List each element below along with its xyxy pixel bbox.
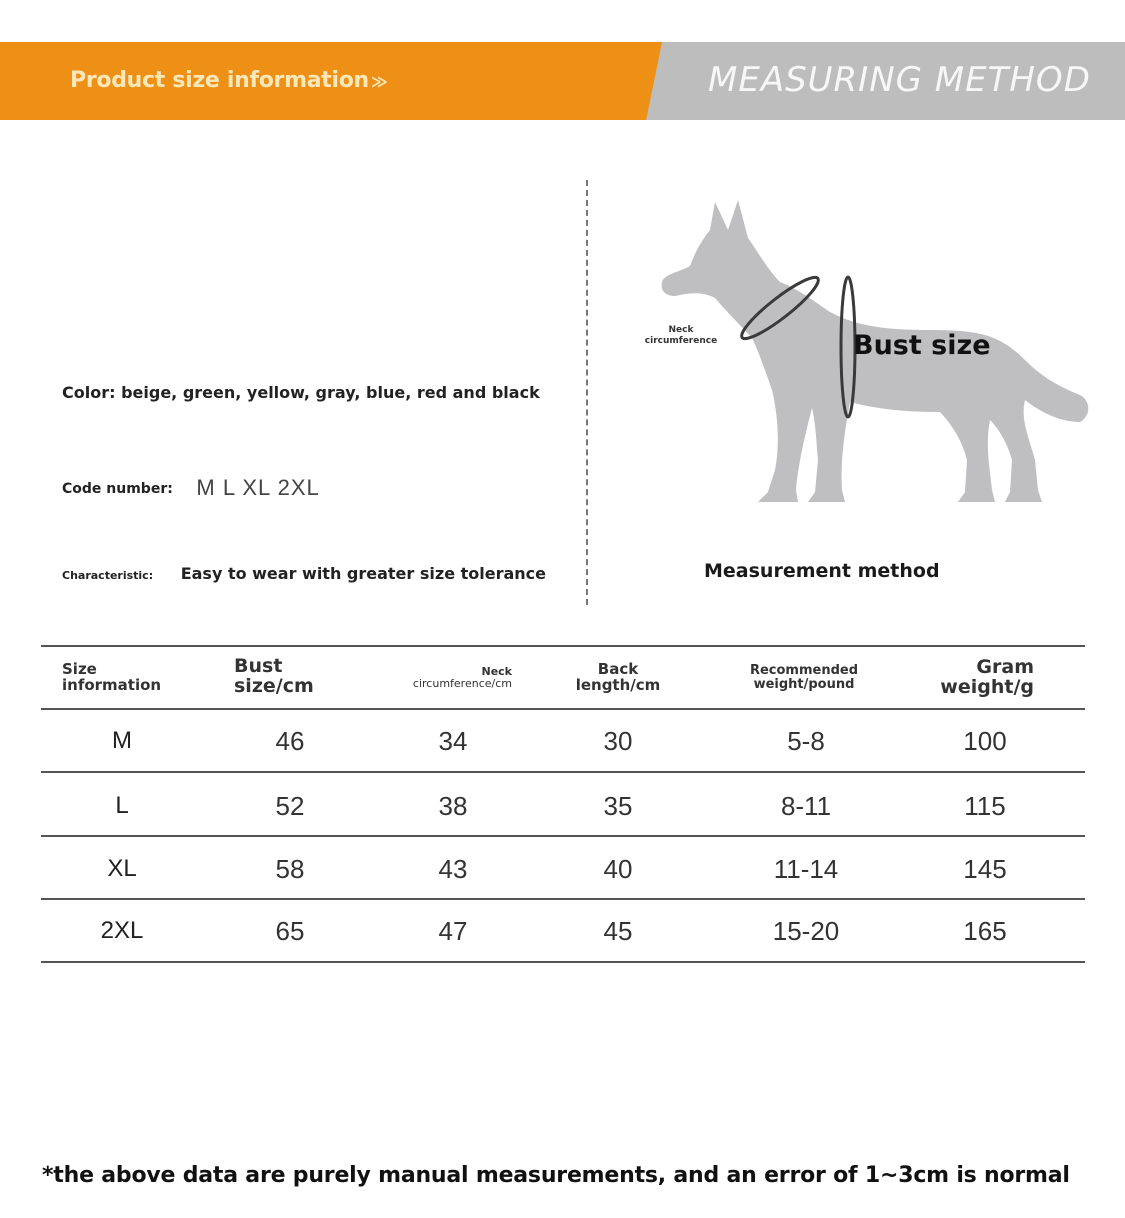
color-label: Color: — [62, 383, 116, 402]
cell-bust: 58 — [275, 854, 305, 884]
dashed-divider — [586, 180, 588, 605]
header-text: Size — [62, 660, 97, 678]
cell-size: L — [115, 792, 129, 819]
header-text: size/cm — [234, 674, 314, 697]
header-back-length — [568, 662, 668, 694]
header-neck-circumference — [398, 666, 512, 689]
header-text: Back — [597, 660, 639, 678]
color-info — [62, 383, 540, 402]
double-chevron-right-icon: ≫ — [370, 72, 388, 91]
table-rule-bottom — [41, 961, 1085, 963]
cell-gram: 165 — [963, 916, 1007, 946]
table-rule-row-2 — [41, 835, 1085, 837]
characteristic-info — [62, 564, 546, 583]
cell-back: 40 — [603, 854, 633, 884]
header-text: Gram — [976, 656, 1034, 678]
bust-size-label: Bust size — [853, 330, 991, 361]
cell-neck: 43 — [438, 854, 468, 884]
code-number-label: Code number: — [62, 481, 173, 497]
header-text: Neck — [481, 665, 512, 678]
header-text: Recommended — [749, 663, 859, 678]
table-rule-row-3 — [41, 898, 1085, 900]
cell-neck: 38 — [438, 791, 468, 821]
cell-size: XL — [107, 855, 137, 882]
cell-back: 35 — [603, 791, 633, 821]
cell-back: 30 — [603, 726, 633, 756]
cell-size: 2XL — [100, 917, 144, 944]
header-text: weight/g — [940, 675, 1034, 698]
code-number-info — [62, 473, 320, 499]
table-rule-row-1 — [41, 771, 1085, 773]
code-number-value: M L XL 2XL — [196, 475, 320, 500]
header-text: weight/pound — [753, 676, 855, 692]
measuring-method-title: MEASURING METHOD — [708, 60, 1091, 100]
header-text: length/cm — [575, 675, 661, 694]
cell-weight-lb: 11-14 — [773, 854, 839, 884]
header-recommended-weight — [740, 664, 868, 691]
header-bust-size — [234, 657, 314, 697]
cell-weight-lb: 15-20 — [772, 916, 840, 946]
cell-bust: 46 — [275, 726, 305, 756]
cell-gram: 115 — [964, 791, 1006, 821]
header-banner — [0, 42, 1125, 120]
cell-weight-lb: 5-8 — [787, 726, 825, 756]
cell-bust: 65 — [275, 916, 305, 946]
neck-label-line1: Neck — [668, 325, 694, 335]
color-value: beige, green, yellow, gray, blue, red and black — [121, 383, 540, 402]
characteristic-value: Easy to wear with greater size tolerance — [180, 564, 546, 583]
measurement-disclaimer: *the above data are purely manual measurements, and an error of 1~3cm is normal — [42, 1163, 1070, 1188]
neck-label-line2: circumference — [644, 336, 718, 346]
product-size-info-text: Product size information — [70, 68, 369, 93]
header-text: Bust — [234, 655, 283, 677]
cell-gram: 100 — [963, 726, 1007, 756]
header-text: information — [62, 675, 162, 694]
header-text: circumference/cm — [412, 676, 512, 690]
table-rule-header — [41, 708, 1085, 710]
characteristic-label: Characteristic: — [62, 569, 154, 582]
cell-neck: 34 — [438, 726, 468, 756]
cell-weight-lb: 8-11 — [780, 791, 832, 821]
neck-circumference-label — [640, 325, 722, 347]
cell-bust: 52 — [275, 791, 305, 821]
product-size-info-title — [70, 68, 387, 93]
cell-neck: 47 — [438, 916, 468, 946]
cell-back: 45 — [603, 916, 633, 946]
measurement-method-caption: Measurement method — [704, 560, 940, 582]
cell-gram: 145 — [963, 854, 1007, 884]
header-gram-weight — [930, 658, 1034, 698]
header-size-information — [62, 662, 161, 694]
cell-size: M — [112, 727, 132, 754]
table-rule-top — [41, 645, 1085, 647]
